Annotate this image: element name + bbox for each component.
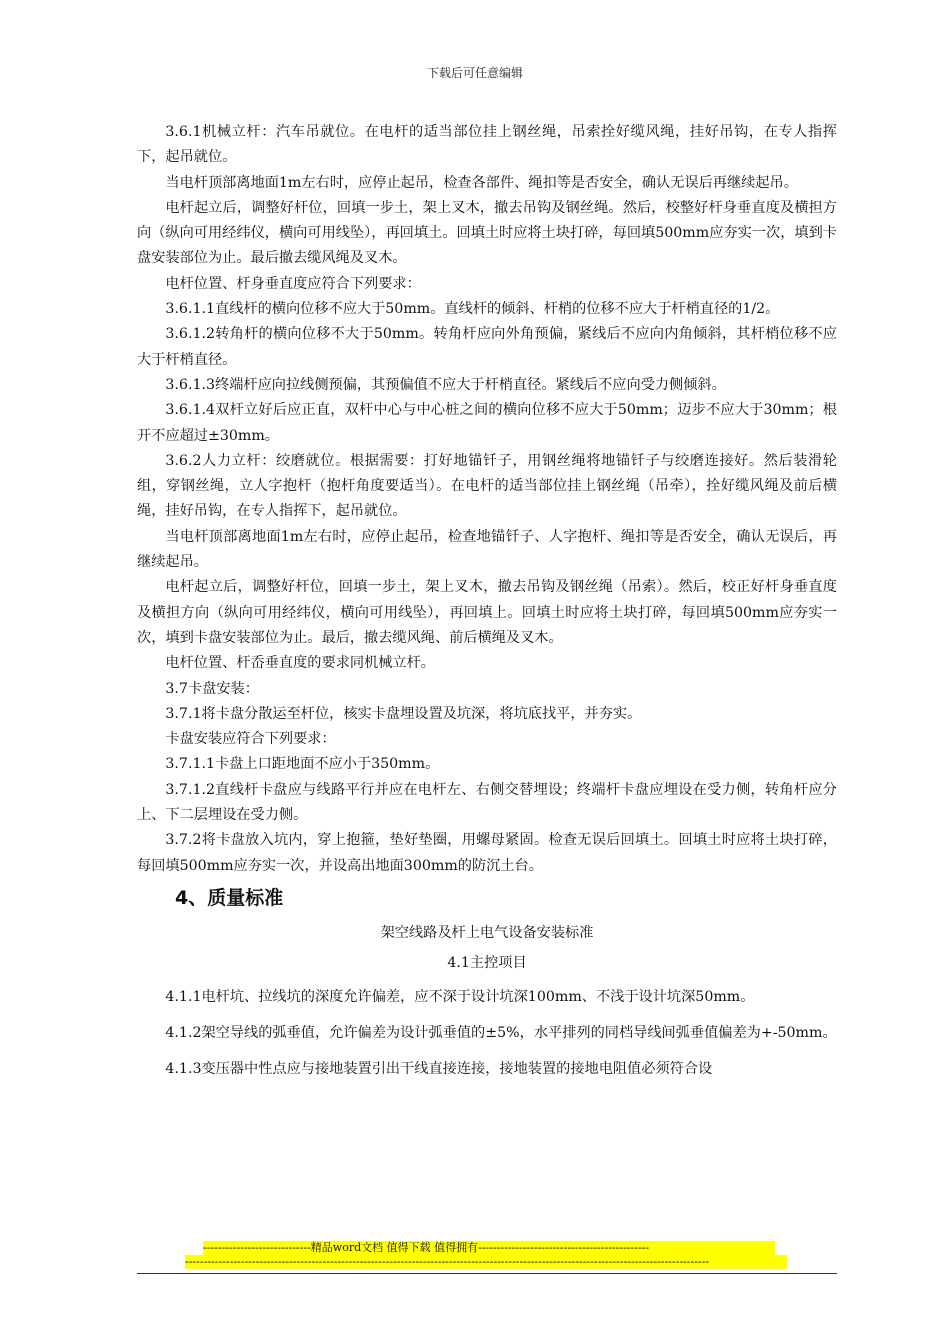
paragraph: 电杆位置、杆岙垂直度的要求同机械立杆。 xyxy=(165,655,435,672)
paragraph: 3.7卡盘安装： xyxy=(165,680,259,697)
quality-item: 4.1.1电杆坑、拉线坑的深度允许偏差，应不深于设计坑深100mm、不浅于设计坑深50mm。 xyxy=(165,988,755,1005)
page-footer xyxy=(137,1241,837,1274)
footer-banner: -----------------------------精品word文档 值得下载 值得拥有---------------------------------------------- xyxy=(203,1241,775,1255)
paragraph: 电杆起立后，调整好杆位，回填一步土，架上叉木，撤去吊钩及钢丝绳（吊索）。然后，校正好杆身垂直度及横担方向（纵向可用经纬仪，横向可用线坠），再回填上。回填土时应将土块打碎，每回填500mm应夯实一次，填到卡盘安装部位为止。最后，撤去缆风绳、前后横绳及叉木。 xyxy=(137,579,837,646)
paragraph: 3.7.1.1卡盘上口距地面不应小于350mm。 xyxy=(165,756,440,773)
paragraph: 电杆起立后，调整好杆位，回填一步土，架上叉木，撤去吊钩及钢丝绳。然后，校整好杆身垂直度及横担方向（纵向可用经纬仪，横向可用线坠），再回填土。回填土时应将土块打碎，每回填500mm应夯实一次，填到卡盘安装部位为止。最后撤去缆风绳及叉木。 xyxy=(137,199,837,267)
paragraph: 当电杆顶部离地面1m左右时，应停止起吊，检查地锚钎子、人字抱杆、绳扣等是否安全，确认无误后，再继续起吊。 xyxy=(137,528,837,571)
paragraph: 3.6.1机械立杆：汽车吊就位。在电杆的适当部位挂上钢丝绳，吊索拴好缆风绳，挂好吊钩，在专人指挥下，起吊就位。 xyxy=(137,124,837,166)
document-body xyxy=(137,120,837,1087)
paragraph: 3.7.1.2直线杆卡盘应与线路平行并应在电杆左、右侧交替埋设；终端杆卡盘应埋设在受力侧，转角杆应分上、下二层埋设在受力侧。 xyxy=(137,781,837,824)
paragraph: 卡盘安装应符合下列要求： xyxy=(165,731,336,748)
footer-divider xyxy=(137,1273,837,1274)
paragraph: 3.6.1.2转角杆的横向位移不大于50mm。转角杆应向外角预偏，紧线后不应向内角倾斜，其杆梢位移不应大于杆梢直径。 xyxy=(137,326,837,368)
paragraph: 电杆位置、杆身垂直度应符合下列要求： xyxy=(165,275,421,292)
quality-item: 4.1.2架空导线的弧垂值，允许偏差为设计弧垂值的±5%，水平排列的同档导线间弧垂值偏差为+-50mm。 xyxy=(165,1024,837,1041)
paragraph: 3.6.2人力立杆：绞磨就位。根据需要：打好地锚钎子，用钢丝绳将地锚钎子与绞磨连接好。然后装滑轮组，穿钢丝绳，立人字抱杆（抱杆角度要适当）。在电杆的适当部位挂上钢丝绳（吊牵），拴好缆风绳及前后横绳，挂好吊钩，在专人指挥下，起吊就位。 xyxy=(137,452,837,520)
paragraph: 3.6.1.1直线杆的横向位移不应大于50mm。直线杆的倾斜、杆梢的位移不应大于杆梢直径的1/2。 xyxy=(165,301,780,318)
paragraph: 当电杆顶部离地面1m左右时，应停止起吊，检查各部件、绳扣等是否安全，确认无误后再继续起吊。 xyxy=(165,174,798,191)
page-header: 下载后可任意编辑 xyxy=(426,66,523,80)
paragraph: 3.6.1.3终端杆应向拉线侧预偏，其预偏值不应大于杆梢直径。紧线后不应向受力侧倾斜。 xyxy=(165,376,726,393)
standard-title: 架空线路及杆上电气设备安装标准 xyxy=(380,924,594,941)
footer-dashes: --------------------------------------------------------------------------------------------------------------------------------------------- xyxy=(185,1255,787,1269)
paragraph: 3.7.1将卡盘分散运至杆位，核实卡盘埋设置及坑深，将坑底找平，并夯实。 xyxy=(165,705,642,722)
paragraph: 3.6.1.4双杆立好后应正直，双杆中心与中心桩之间的横向位移不应大于50mm；迈步不应大于30mm；根开不应超过±30mm。 xyxy=(137,402,837,444)
quality-item: 4.1.3变压器中性点应与接地装置引出干线直接连接，接地装置的接地电阻值必须符合设 xyxy=(165,1060,713,1077)
subsection-title: 4.1主控项目 xyxy=(447,954,527,971)
paragraph: 3.7.2将卡盘放入坑内，穿上抱箍，垫好垫圈，用螺母紧固。检查无误后回填土。回填土时应将土块打碎，每回填500mm应夯实一次，并设高出地面300mm的防沉土台。 xyxy=(137,832,837,874)
section-heading: 4、质量标准 xyxy=(175,886,284,909)
